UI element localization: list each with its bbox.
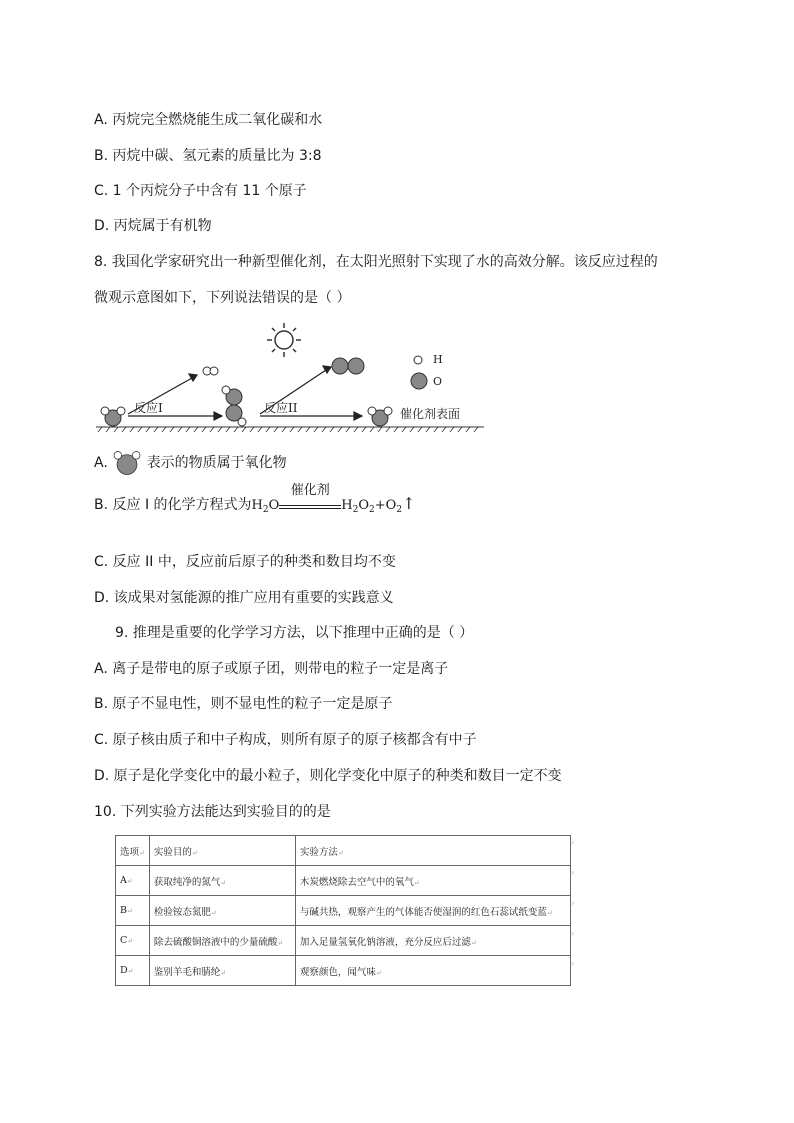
q7-option-c: C. 1 个丙烷分子中含有 11 个原子 xyxy=(94,183,307,199)
catalyst-condition: 催化剂 xyxy=(279,499,341,509)
water-molecule-left xyxy=(101,407,125,426)
q7-option-a: A. 丙烷完全燃烧能生成二氧化碳和水 xyxy=(94,112,323,128)
legend-h-atom xyxy=(414,356,422,364)
reaction-diagram xyxy=(94,320,494,440)
q7-option-d: D. 丙烷属于有机物 xyxy=(94,218,212,234)
q9-option-d: D. 原子是化学变化中的最小粒子，则化学变化中原子的种类和数目一定不变 xyxy=(94,768,562,784)
q8-option-c: C. 反应 II 中，反应前后原子的种类和数目均不变 xyxy=(94,554,396,570)
table-row: B↵ 检验铵态氮肥↵ 与碱共热，观察产生的气体能否使湿润的红色石蕊试纸变蓝↵ xyxy=(116,896,571,926)
q9-option-c: C. 原子核由质子和中子构成，则所有原子的原子核都含有中子 xyxy=(94,732,477,748)
q8-option-a-text: 表示的物质属于氧化物 xyxy=(146,455,287,471)
table-header-row xyxy=(116,836,571,866)
oxygen-molecule xyxy=(332,358,364,374)
table-row: C↵ 除去硫酸铜溶液中的少量硫酸↵ 加入足量氢氧化钠溶液，充分反应后过滤↵ xyxy=(116,926,571,956)
legend-h-label: H xyxy=(433,353,443,366)
q9-option-b: B. 原子不显电性，则不显电性的粒子一定是原子 xyxy=(94,696,393,712)
legend-o-label: O xyxy=(433,375,443,388)
hydrogen-molecule xyxy=(203,367,218,375)
row-end-mark: ˀ xyxy=(571,961,574,970)
table-row: A↵ 获取纯净的氮气↵ 木炭燃烧除去空气中的氧气↵ xyxy=(116,866,571,896)
q8-option-b xyxy=(94,483,416,520)
q9-stem: 9. 推理是重要的化学学习方法，以下推理中正确的是（ ） xyxy=(115,625,474,641)
q8-option-a xyxy=(94,450,287,476)
q8-stem-line2: 微观示意图如下，下列说法错误的是（ ） xyxy=(94,290,351,306)
row-end-mark: ˀ xyxy=(571,840,574,849)
q9-option-a: A. 离子是带电的原子或原子团，则带电的粒子一定是离子 xyxy=(94,661,449,677)
header-purpose: 实验目的↵ xyxy=(149,836,295,866)
catalyst-surface xyxy=(96,427,484,432)
reaction-1-label: 反应I xyxy=(134,401,163,415)
row-end-mark: ˀ xyxy=(571,931,574,940)
q7-option-b: B. 丙烷中碳、氢元素的质量比为 3:8 xyxy=(94,148,322,164)
catalyst-surface-label: 催化剂表面 xyxy=(400,407,461,421)
q10-stem: 10. 下列实验方法能达到实验目的的是 xyxy=(94,804,331,820)
reaction-2-label: 反应II xyxy=(264,401,298,415)
row-end-mark: ˀ xyxy=(571,901,574,910)
q8-option-b-prefix: B. 反应 I 的化学方程式为 xyxy=(94,497,252,513)
chemical-equation: $H_2O$ 催化剂 $H_2O_2+O_2↑$ xyxy=(251,483,416,515)
q8-stem-line1: 8. 我国化学家研究出一种新型催化剂，在太阳光照射下实现了水的高效分解。该反应过程的 xyxy=(94,254,658,270)
legend-o-atom xyxy=(411,373,427,389)
header-option: 选项↵ xyxy=(116,836,150,866)
header-method: 实验方法↵ xyxy=(295,836,570,866)
q8-option-a-prefix: A. xyxy=(94,455,108,471)
hydrogen-peroxide-molecule xyxy=(222,386,246,426)
water-molecule-right xyxy=(368,407,392,426)
sun-icon xyxy=(267,323,301,357)
q8-option-d: D. 该成果对氢能源的推广应用有重要的实践意义 xyxy=(94,590,394,606)
water-molecule-icon xyxy=(112,450,142,476)
experiment-table xyxy=(115,835,571,986)
row-end-mark: ˀ xyxy=(571,870,574,879)
table-row: D↵ 鉴别羊毛和腈纶↵ 观察颜色，闻气味↵ xyxy=(116,956,571,986)
